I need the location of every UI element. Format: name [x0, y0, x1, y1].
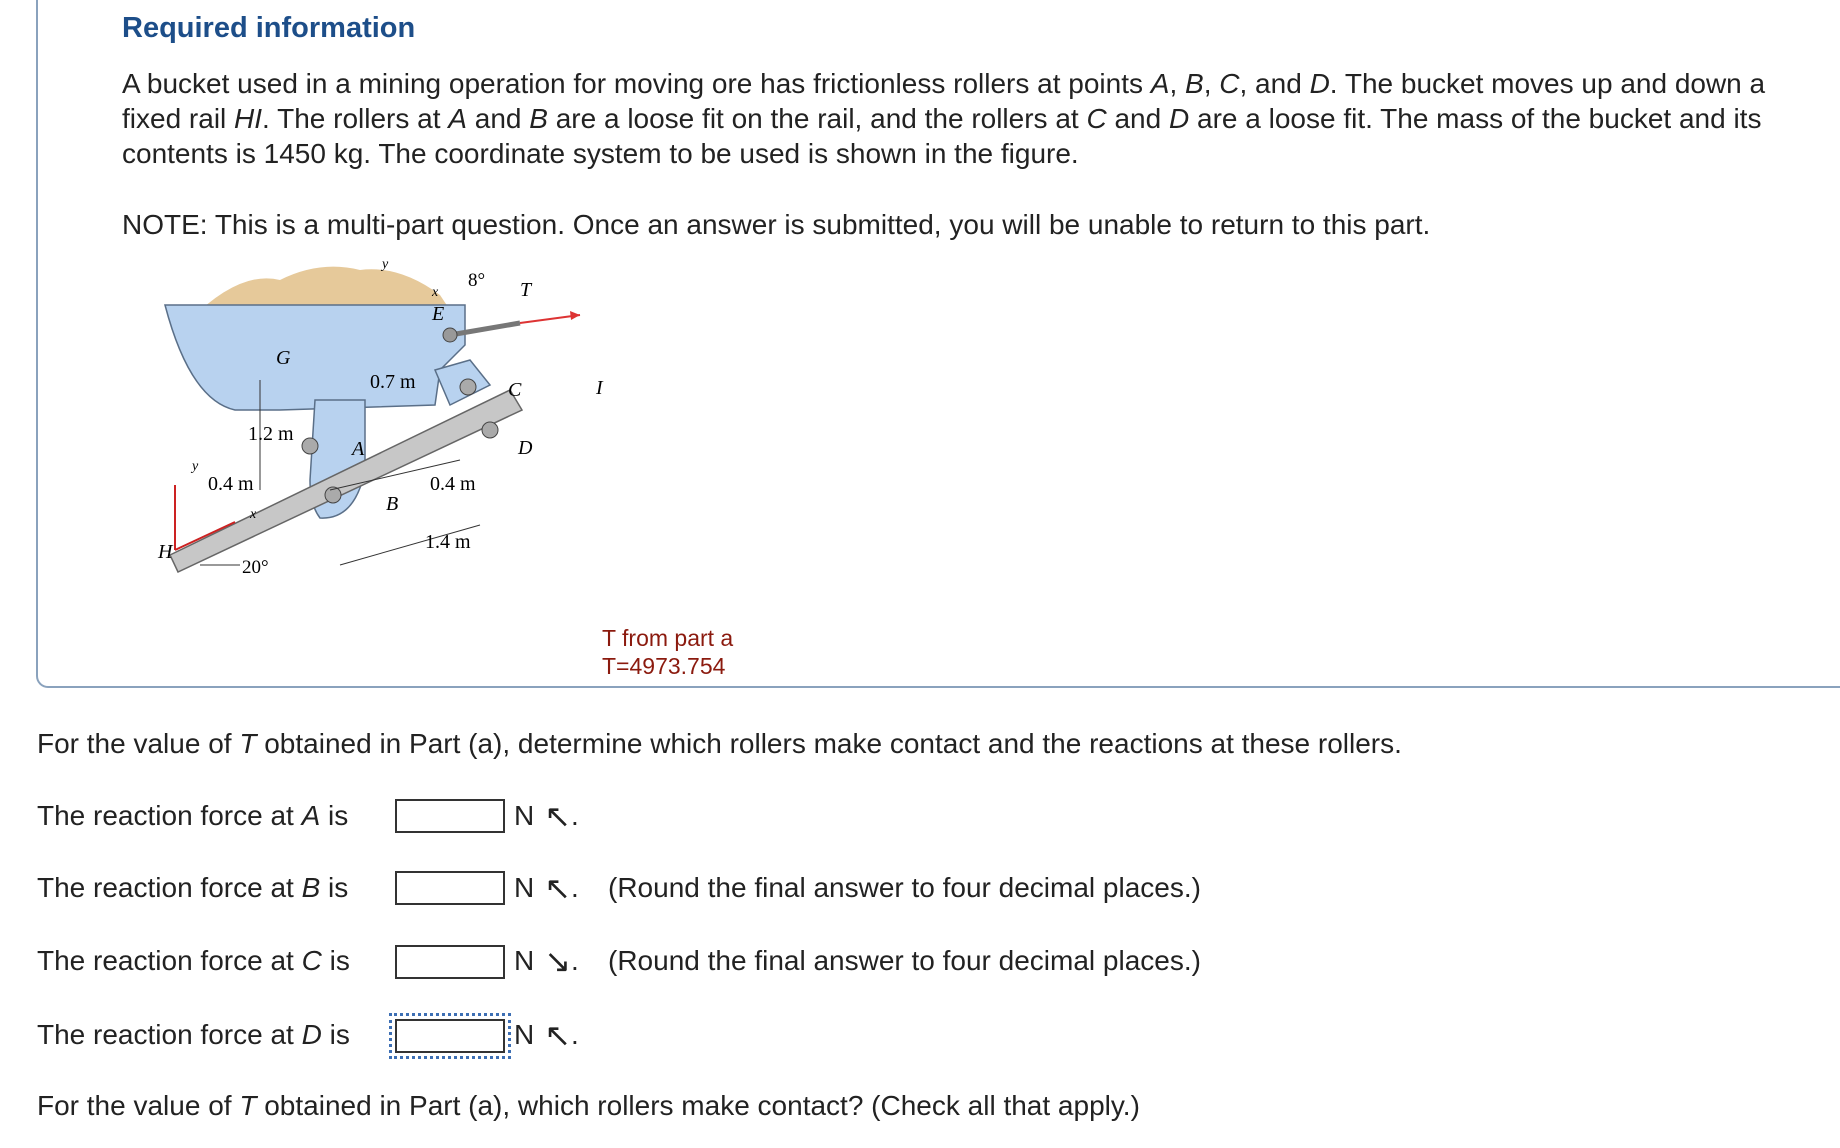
required-information-heading: Required information	[122, 12, 416, 44]
fig-label-t: T	[520, 279, 532, 301]
fig-label-y-axis: y	[192, 459, 199, 474]
question-text: For the value of T obtained in Part (a), determine which rollers make contact and the reactions at these rollers.	[37, 728, 1402, 759]
fig-label-b: B	[386, 493, 399, 515]
reaction-b-input[interactable]	[395, 871, 505, 905]
t-from-part-a-note	[602, 624, 733, 680]
roller-a	[302, 438, 318, 454]
roller-d	[482, 422, 498, 438]
fig-label-x-axis: x	[250, 507, 257, 522]
reaction-d-unit: N ↖ .	[514, 1017, 579, 1053]
reaction-c-input[interactable]	[395, 945, 505, 979]
fig-label-g: G	[276, 347, 291, 369]
fig-label-d: D	[518, 437, 533, 459]
contact-question: For the value of T obtained in Part (a), which rollers make contact? (Check all that apply.)	[37, 1090, 1140, 1121]
t-note-line1: T from part a	[602, 625, 734, 651]
arrow-down-right-icon: ↘	[544, 943, 572, 979]
fig-label-x-top: x	[432, 285, 439, 300]
fig-label-i: I	[596, 377, 603, 399]
fig-label-a: A	[352, 438, 365, 460]
arrow-up-left-icon: ↖	[544, 870, 572, 906]
fig-label-12: 1.2 m	[248, 423, 294, 445]
fig-label-angle20: 20°	[242, 557, 269, 578]
reaction-c-round-note: (Round the final answer to four decimal places.)	[608, 945, 1201, 976]
bucket-body	[165, 305, 465, 410]
reaction-d-input[interactable]	[395, 1019, 505, 1053]
reaction-b-round-note: (Round the final answer to four decimal places.)	[608, 872, 1201, 903]
bucket-rail-figure	[150, 250, 630, 590]
reaction-row-b: The reaction force at B is	[37, 872, 349, 903]
fig-label-07: 0.7 m	[370, 371, 416, 393]
fig-label-14: 1.4 m	[425, 531, 471, 553]
fig-label-h: H	[158, 541, 173, 563]
reaction-row-c: The reaction force at C is	[37, 945, 350, 976]
fig-label-angle8: 8°	[468, 270, 486, 291]
fig-label-e: E	[432, 303, 445, 325]
t-note-line2: T=4973.754	[602, 653, 726, 679]
reaction-a-input[interactable]	[395, 799, 505, 833]
fig-label-c: C	[508, 379, 522, 401]
fig-label-04b: 0.4 m	[430, 473, 476, 495]
reaction-a-unit: N ↖ .	[514, 798, 579, 834]
roller-e	[443, 328, 457, 342]
reaction-b-unit: N ↖ .	[514, 870, 579, 906]
reaction-row-d: The reaction force at D is	[37, 1019, 350, 1050]
reaction-c-unit: N ↘ .	[514, 943, 579, 979]
reaction-row-a: The reaction force at A is	[37, 800, 349, 831]
arrow-up-left-icon: ↖	[544, 798, 572, 834]
fig-label-04a: 0.4 m	[208, 473, 254, 495]
fig-label-y-top: y	[382, 257, 389, 272]
arrow-up-left-icon: ↖	[544, 1017, 572, 1053]
multipart-note: NOTE: This is a multi-part question. Once an answer is submitted, you will be unable to return to this part.	[122, 209, 1431, 240]
problem-statement: A bucket used in a mining operation for moving ore has frictionless rollers at points A, B, C, and D. The bucket moves up and down a fixed rail HI. The rollers at A and B are a loose fit on the rail, and the rollers at C and D are a loose fit. The mass of the bucket and its contents is 1450 kg. The coordinate system to be used is shown in the figure.	[122, 68, 1766, 169]
roller-c	[460, 379, 476, 395]
